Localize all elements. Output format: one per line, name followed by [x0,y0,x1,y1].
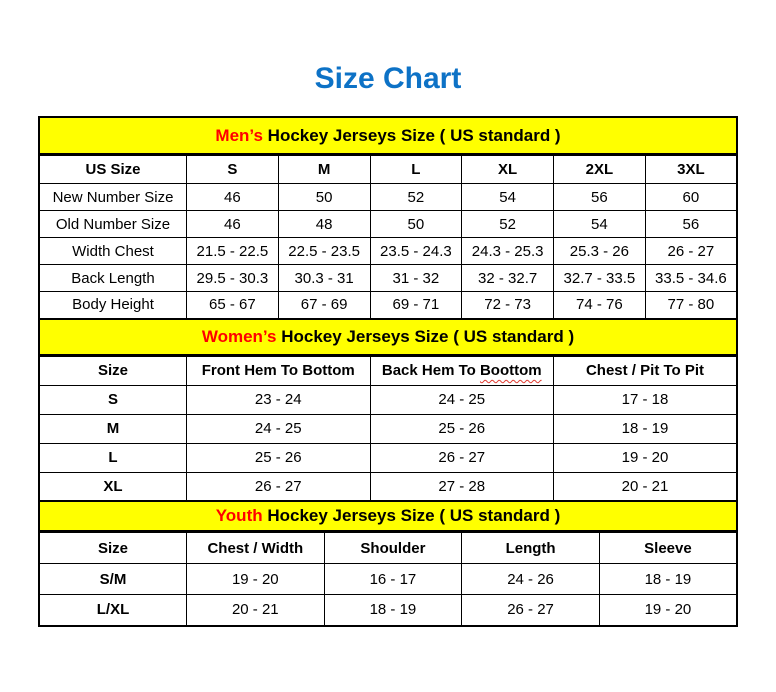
youth-banner-highlight: Youth [215,506,263,525]
size-value: 52 [370,184,462,211]
row-label: New Number Size [39,184,187,211]
mens-banner-text: Hockey Jerseys Size ( US standard ) [262,125,561,145]
size-value: 25 - 26 [187,443,371,472]
row-label: M [39,414,187,443]
womens-section-banner [38,320,738,356]
column-header: Shoulder [324,533,462,564]
size-value: 60 [645,184,737,211]
size-value: 32 - 32.7 [462,265,554,292]
size-value: 23 - 24 [187,385,371,414]
table-row [39,595,737,626]
size-value: 56 [554,184,646,211]
womens-banner-text: Hockey Jerseys Size ( US standard ) [276,326,575,346]
size-value: 25 - 26 [370,414,554,443]
table-row [39,414,737,443]
column-header: S [187,156,279,184]
size-value: 54 [462,184,554,211]
size-value: 26 - 27 [187,472,371,501]
size-value: 27 - 28 [370,472,554,501]
row-label: S [39,385,187,414]
column-header: Back Hem To Boottom [370,356,554,385]
row-label: XL [39,472,187,501]
header-row [39,533,737,564]
column-header: US Size [39,156,187,184]
row-label: S/M [39,564,187,595]
row-label: Old Number Size [39,211,187,238]
size-value: 46 [187,184,279,211]
size-value: 16 - 17 [324,564,462,595]
size-value: 77 - 80 [645,292,737,319]
column-header: Sleeve [599,533,737,564]
row-label: Back Length [39,265,187,292]
size-value: 32.7 - 33.5 [554,265,646,292]
youth-banner-text: Hockey Jerseys Size ( US standard ) [262,506,561,525]
size-value: 17 - 18 [554,385,738,414]
size-value: 31 - 32 [370,265,462,292]
mens-banner-highlight: Men’s [215,125,263,145]
size-value: 18 - 19 [599,564,737,595]
size-value: 67 - 69 [278,292,370,319]
column-header: Front Hem To Bottom [187,356,371,385]
size-value: 24 - 25 [370,385,554,414]
column-header: M [278,156,370,184]
size-value: 72 - 73 [462,292,554,319]
size-value: 74 - 76 [554,292,646,319]
size-value: 50 [278,184,370,211]
size-value: 54 [554,211,646,238]
size-value: 22.5 - 23.5 [278,238,370,265]
size-value: 26 - 27 [462,595,600,626]
mens-section-banner [38,116,738,155]
table-row [39,211,737,238]
size-value: 33.5 - 34.6 [645,265,737,292]
table-row [39,472,737,501]
size-value: 19 - 20 [554,443,738,472]
size-value: 21.5 - 22.5 [187,238,279,265]
size-value: 52 [462,211,554,238]
table-row [39,265,737,292]
table-row [39,292,737,319]
row-label: L [39,443,187,472]
size-value: 25.3 - 26 [554,238,646,265]
column-header: Length [462,533,600,564]
header-row [39,356,737,385]
column-header: XL [462,156,554,184]
size-value: 50 [370,211,462,238]
table-row [39,385,737,414]
womens-banner-highlight: Women’s [201,326,277,346]
size-value: 20 - 21 [554,472,738,501]
mens-size-table [38,155,738,320]
size-value: 56 [645,211,737,238]
size-value: 18 - 19 [554,414,738,443]
column-header: Chest / Pit To Pit [554,356,738,385]
column-header: L [370,156,462,184]
column-header: Size [39,356,187,385]
size-value: 48 [278,211,370,238]
size-value: 69 - 71 [370,292,462,319]
size-value: 18 - 19 [324,595,462,626]
size-value: 20 - 21 [187,595,325,626]
column-header: Chest / Width [187,533,325,564]
size-value: 24 - 25 [187,414,371,443]
size-value: 19 - 20 [187,564,325,595]
size-value: 30.3 - 31 [278,265,370,292]
size-value: 23.5 - 24.3 [370,238,462,265]
size-value: 19 - 20 [599,595,737,626]
size-chart [38,116,738,627]
youth-size-table [38,532,738,627]
row-label: Width Chest [39,238,187,265]
table-row [39,564,737,595]
size-value: 26 - 27 [645,238,737,265]
column-header: 3XL [645,156,737,184]
size-value: 29.5 - 30.3 [187,265,279,292]
misspelled-word: Boottom [479,362,542,379]
row-label: L/XL [39,595,187,626]
size-value: 65 - 67 [187,292,279,319]
page-title: Size Chart [314,62,462,95]
womens-size-table [38,356,738,503]
column-header: Size [39,533,187,564]
table-row [39,238,737,265]
size-value: 24 - 26 [462,564,600,595]
table-row [39,184,737,211]
row-label: Body Height [39,292,187,319]
table-row [39,443,737,472]
size-value: 24.3 - 25.3 [462,238,554,265]
size-value: 46 [187,211,279,238]
youth-section-banner [38,502,738,532]
column-header: 2XL [554,156,646,184]
header-row [39,156,737,184]
size-value: 26 - 27 [370,443,554,472]
